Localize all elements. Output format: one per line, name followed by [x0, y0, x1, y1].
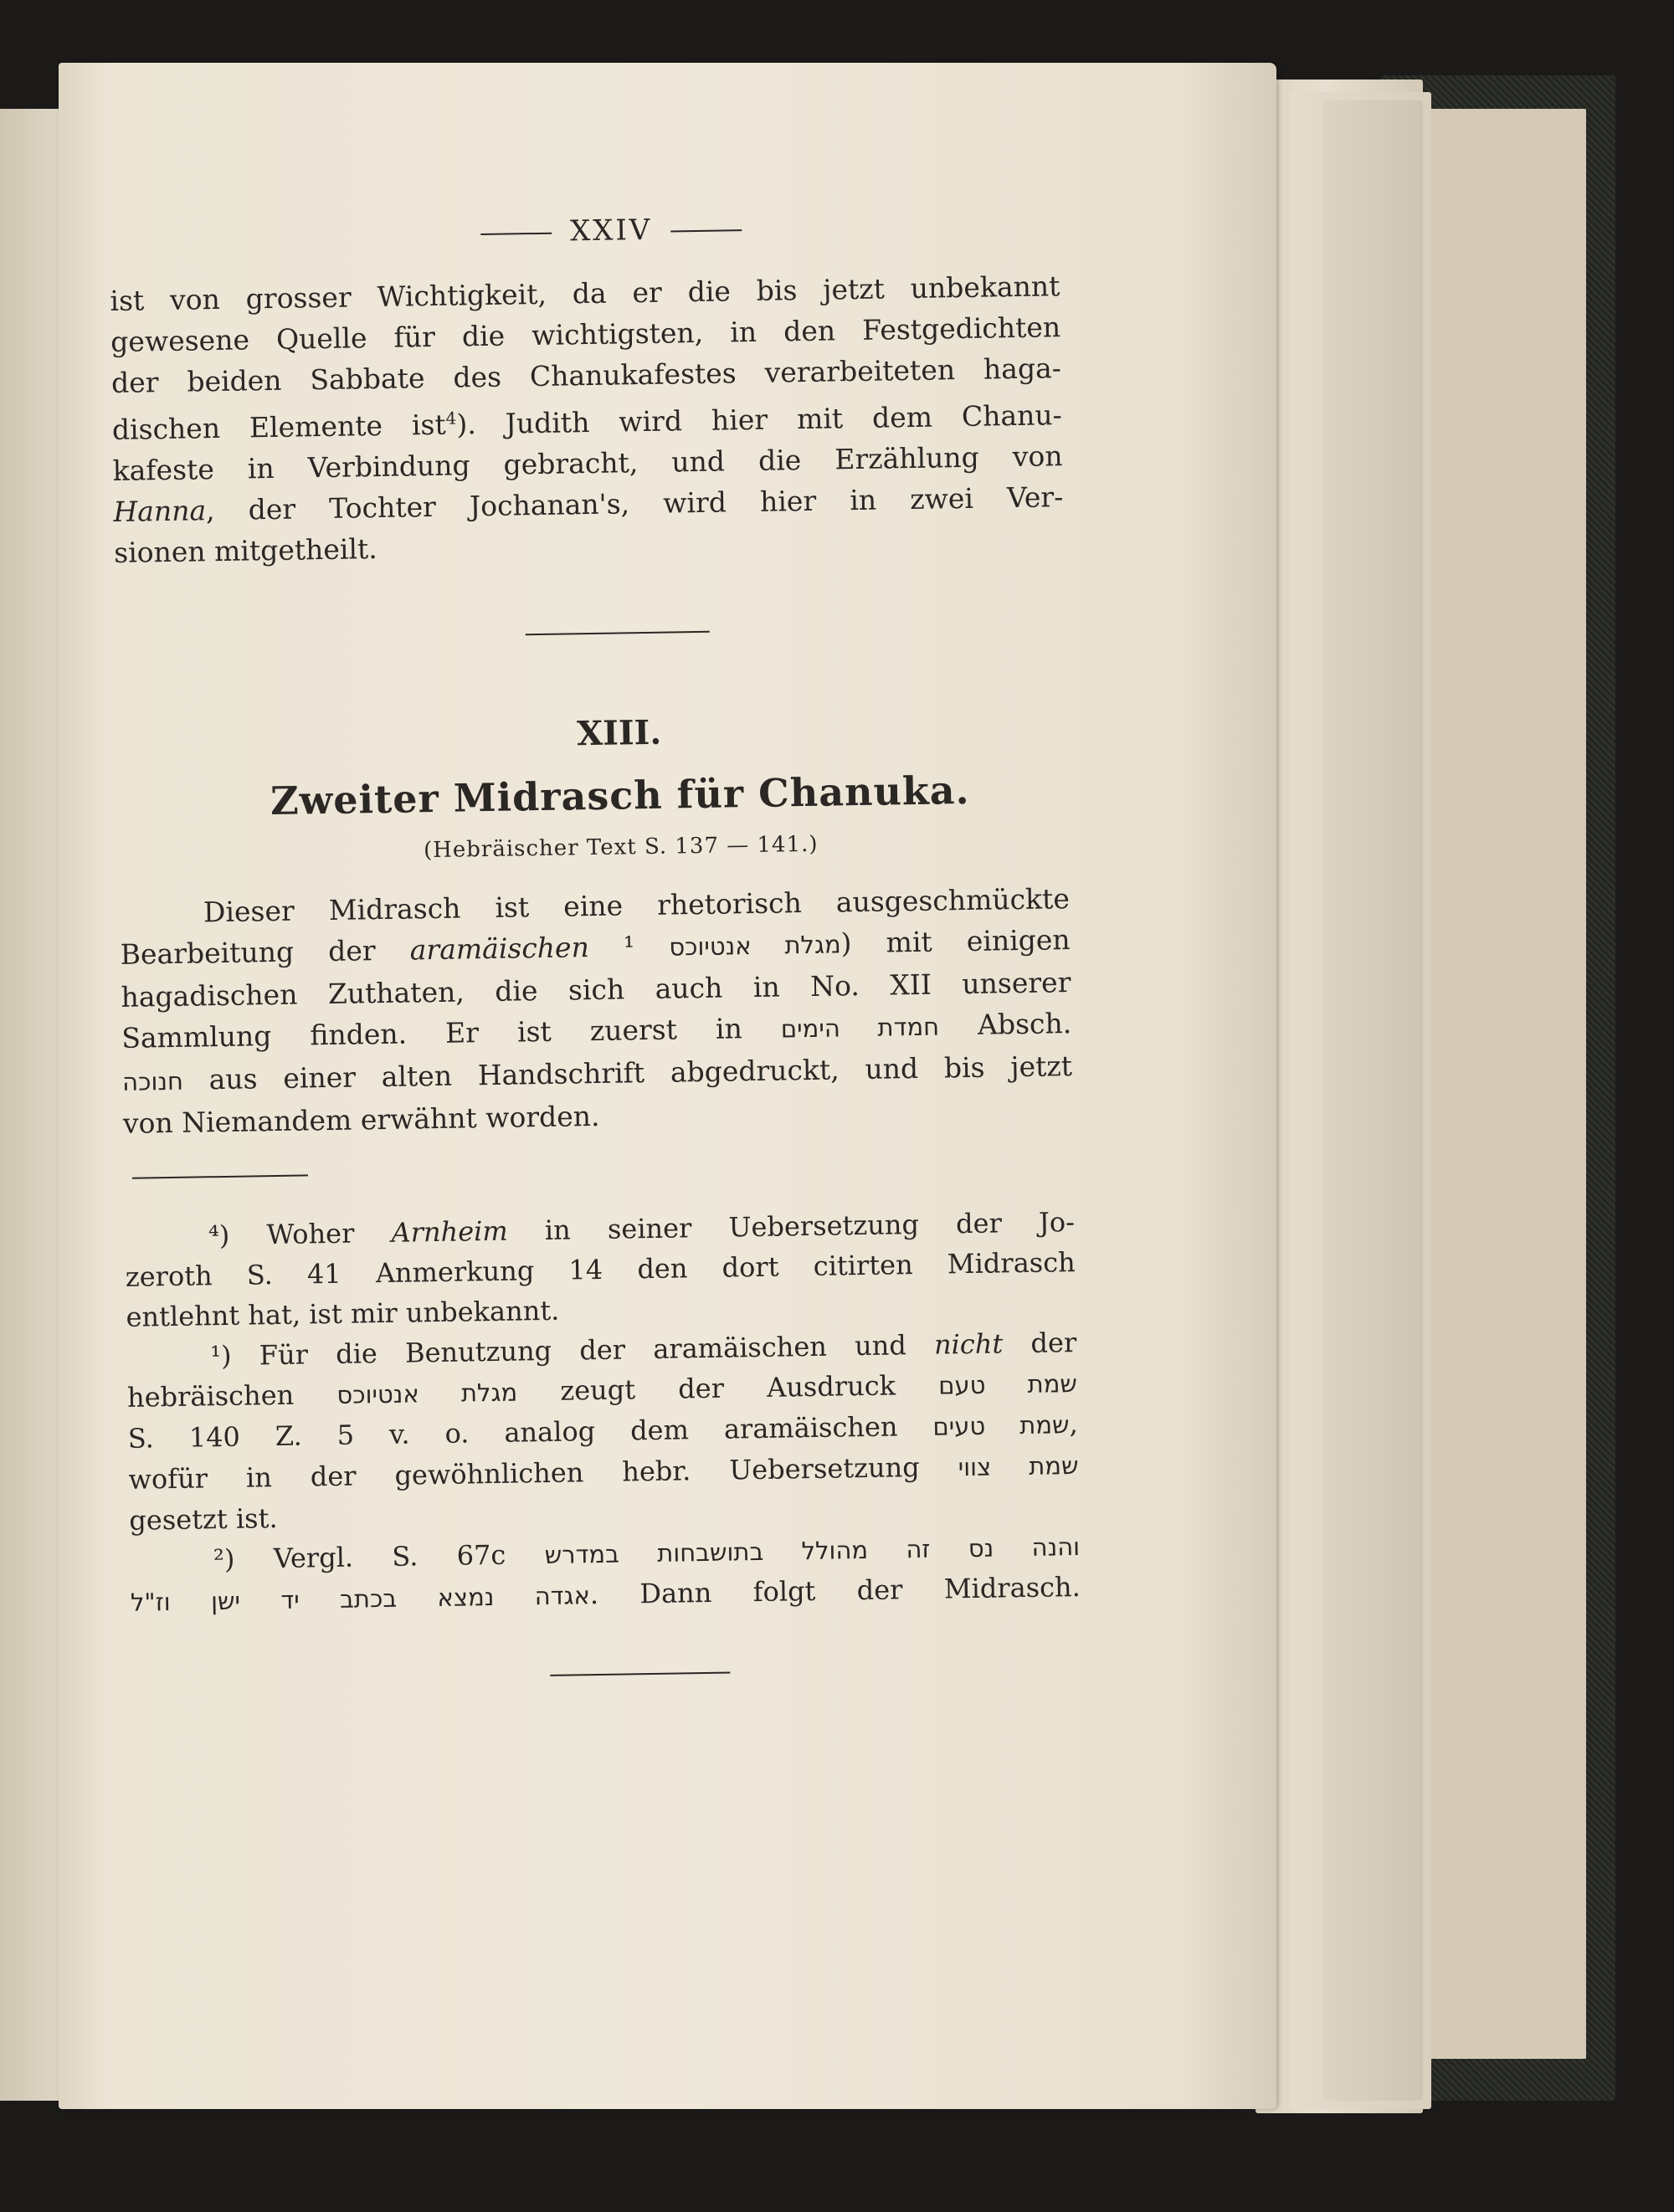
footnote-line: entlehnt hat, ist mir unbekannt. [126, 1294, 560, 1333]
hebrew-text: שמת טעם [937, 1369, 1078, 1400]
page-number: XXIV [569, 213, 653, 249]
page-text [109, 206, 1136, 1683]
text-line: Dieser Midrasch ist eine rhetorisch ausgeschmückte [203, 882, 1071, 929]
text-span: Absch. [938, 1007, 1072, 1042]
footnote-rule [132, 1174, 308, 1178]
paragraph-continued [110, 265, 1064, 573]
section-title: Zweiter Midrasch für Chanuka. [270, 767, 970, 824]
footnote-ref: 4 [445, 408, 457, 429]
text-span: ⁴) Woher [208, 1216, 392, 1252]
hebrew-text: מגלת אנטיוכס [336, 1378, 518, 1409]
text-span: , der Tochter Jochanan's, wird hier in zwei Ver- [205, 480, 1064, 527]
italic-word: nicht [933, 1327, 1004, 1361]
text-span: , [1069, 1407, 1078, 1440]
text-span: dischen Elemente ist [111, 408, 446, 446]
text-line: der beiden Sabbate des Chanukafestes verarbeiteten haga- [110, 352, 1062, 399]
head-dash-right [670, 229, 742, 232]
footnotes [125, 1202, 1081, 1623]
italic-name: Arnheim [391, 1214, 508, 1249]
italic-name: Hanna [113, 494, 207, 528]
text-span: aus einer alten Handschrift abgedruckt, und bis jetzt [182, 1050, 1073, 1096]
hebrew-text: חנוכה [121, 1066, 184, 1096]
hebrew-text: והנה נס זה מהולל בתושבחות במדרש [544, 1532, 1081, 1570]
hebrew-text: חמדת הימים [780, 1012, 940, 1044]
text-span: ). Judith wird hier mit dem Chanu- [456, 398, 1063, 441]
text-span: zeugt der Ausdruck [516, 1368, 939, 1408]
running-head [109, 206, 1113, 255]
text-span: . Dann folgt der Midrasch. [589, 1570, 1081, 1611]
text-line: hagadischen Zuthaten, die sich auch in No. XII unserer [121, 966, 1071, 1014]
section-number: XIII. [576, 712, 662, 754]
facing-page-edge [0, 109, 67, 2101]
text-line: ist von grosser Wichtigkeit, da er die bis jetzt unbekannt [110, 269, 1060, 317]
footnote-line: gesetzt ist. [129, 1502, 278, 1537]
italic-word: aramäischen [409, 931, 590, 967]
text-span: ¹) Für die Benutzung der aramäischen und [210, 1328, 935, 1373]
head-dash-left [480, 233, 552, 235]
hebrew-text: שמת טעים [932, 1410, 1070, 1441]
text-line: von Niemandem erwähnt worden. [122, 1099, 600, 1140]
book-page [59, 63, 1276, 2109]
text-line: gewesene Quelle für die wichtigsten, in den Festgedichten [110, 311, 1061, 358]
section-divider [526, 631, 710, 635]
hebrew-text: שמת צווי [958, 1450, 1079, 1482]
hebrew-text: אגדה נמצא בכתב יד ישן וז"ל [130, 1581, 591, 1617]
footnote-line: zeroth S. 41 Anmerkung 14 den dort citirten Midrasch [125, 1246, 1076, 1293]
text-line: kafeste in Verbindung gebracht, und die Erzählung von [112, 439, 1063, 487]
text-span: in seiner Uebersetzung der Jo- [507, 1206, 1076, 1247]
text-span: ²) Vergl. S. 67c [213, 1538, 545, 1576]
text-span: hebräischen [126, 1378, 337, 1414]
text-span: wofür in der gewöhnlichen hebr. Uebersetzung [128, 1450, 958, 1496]
text-span: ¹) mit einigen [623, 923, 1071, 963]
text-span: Sammlung finden. Er ist zuerst in [121, 1011, 782, 1055]
text-span: Bearbeitung der [120, 933, 411, 971]
text-span: S. 140 Z. 5 v. o. analog dem aramäischen [127, 1409, 933, 1455]
end-rule [550, 1672, 730, 1676]
paragraph-midrasch [120, 878, 1074, 1144]
page-stack [1322, 100, 1423, 2101]
text-line: sionen mitgetheilt. [113, 532, 378, 569]
text-span: der [1002, 1327, 1077, 1360]
hebrew-text: מגלת אנטיוכס [669, 930, 841, 962]
section-subtitle: (Hebräischer Text S. 137 — 141.) [423, 831, 819, 864]
